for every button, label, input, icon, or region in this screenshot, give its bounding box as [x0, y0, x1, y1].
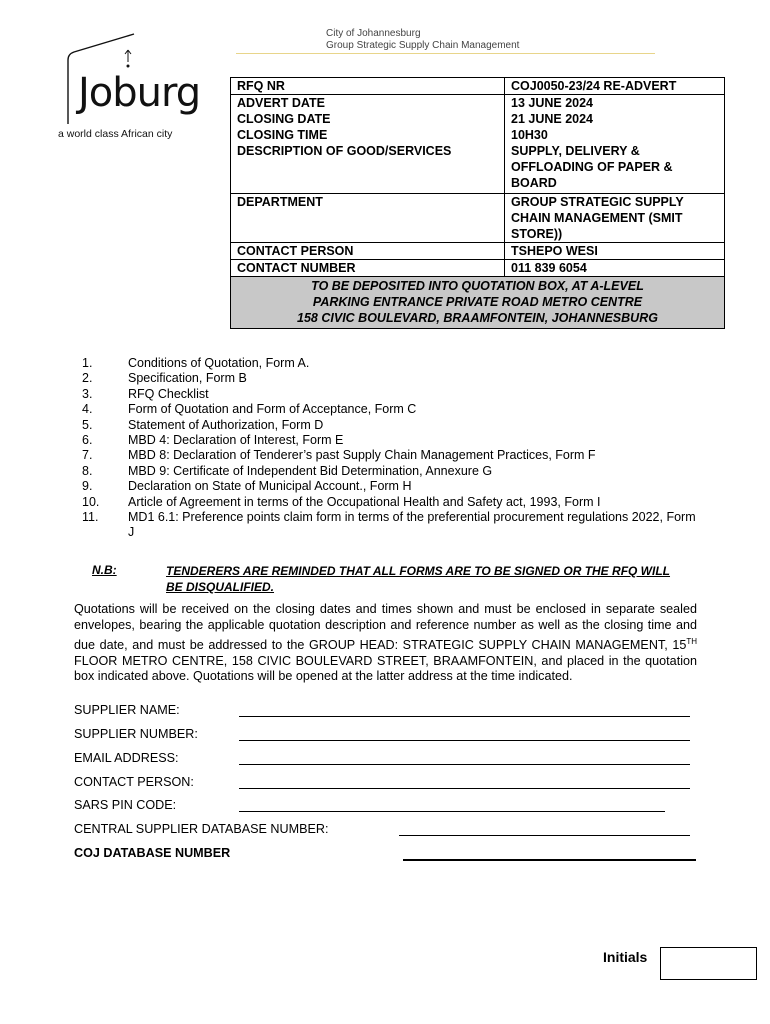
rfq-label: DESCRIPTION OF GOOD/SERVICES	[231, 143, 505, 193]
rfq-value: TSHEPO WESI	[511, 244, 598, 258]
rfq-label: ADVERT DATE	[231, 95, 505, 111]
list-number: 8.	[82, 463, 93, 478]
list-text: Form of Quotation and Form of Acceptance, Form C	[128, 402, 417, 417]
csd-number-field[interactable]	[399, 835, 690, 836]
list-item	[82, 371, 702, 386]
rfq-label: RFQ NR	[231, 78, 505, 94]
coj-db-number-label: COJ DATABASE NUMBER	[74, 846, 231, 860]
header-city: City of Johannesburg	[326, 28, 421, 39]
rfq-value: GROUP STRATEGIC SUPPLY CHAIN MANAGEMENT (SMIT STORE))	[511, 195, 684, 241]
list-number: 4.	[82, 402, 93, 417]
para-part: FLOOR METRO CENTRE, 158 CIVIC BOULEVARD STREET, BRAAMFONTEIN, and placed in the quotation box indicated above. Quotations will be opened at the latter address at the time indicated.	[74, 653, 697, 684]
rfq-value: 10H30	[511, 128, 548, 142]
coj-db-number-field[interactable]	[403, 859, 696, 861]
sars-pin-label: SARS PIN CODE:	[74, 798, 177, 812]
rfq-label: DEPARTMENT	[231, 194, 505, 242]
submission-instructions	[74, 602, 697, 685]
contact-person-field[interactable]	[239, 788, 690, 789]
rfq-row-advert-date	[231, 94, 724, 111]
list-number: 3.	[82, 386, 93, 401]
para-part: Quotations will be received on the closing dates and times shown and must be enclosed in separate sealed envelopes, bearing the applicable quotation description and reference number as well as the closing time and due date, and must be addressed to the GROUP HEAD: STRATEGIC SUPPLY CHAIN MANAGEMENT, 15	[74, 602, 697, 652]
list-text: MBD 8: Declaration of Tenderer’s past Supply Chain Management Practices, Form F	[128, 448, 596, 463]
list-item	[82, 356, 702, 371]
supplier-name-field[interactable]	[239, 716, 690, 717]
list-item	[82, 495, 702, 510]
list-text: MD1 6.1: Preference points claim form in terms of the preferential procurement regulations 2022, Form J	[128, 510, 696, 540]
deposit-line: PARKING ENTRANCE PRIVATE ROAD METRO CENTRE	[312, 295, 643, 309]
rfq-value: 21 JUNE 2024	[511, 112, 594, 126]
rfq-row-department	[231, 193, 724, 242]
list-number: 5.	[82, 417, 93, 432]
list-text: Article of Agreement in terms of the Occupational Health and Safety act, 1993, Form I	[128, 494, 601, 509]
header-department: Group Strategic Supply Chain Management	[326, 40, 520, 51]
list-number: 1.	[82, 356, 93, 370]
list-number: 2.	[82, 371, 93, 386]
rfq-label: CONTACT NUMBER	[231, 260, 505, 276]
list-text: MBD 4: Declaration of Interest, Form E	[128, 433, 344, 448]
initials-label: Initials	[603, 949, 648, 965]
rfq-value: 13 JUNE 2024	[511, 96, 594, 110]
list-item	[82, 433, 702, 448]
list-text: Specification, Form B	[128, 371, 247, 386]
rfq-row-contact-person	[231, 242, 724, 259]
list-item	[82, 448, 702, 463]
list-number: 6.	[82, 433, 93, 448]
list-text: MBD 9: Certificate of Independent Bid Determination, Annexure G	[128, 463, 493, 478]
supplier-number-field[interactable]	[239, 740, 690, 741]
supplier-name-label: SUPPLIER NAME:	[74, 703, 180, 717]
logo-tagline: a world class African city	[58, 128, 173, 140]
list-text: RFQ Checklist	[128, 386, 209, 401]
csd-number-label: CENTRAL SUPPLIER DATABASE NUMBER:	[74, 822, 329, 836]
deposit-instructions	[231, 276, 724, 328]
rfq-value: COJ0050-23/24 RE-ADVERT	[511, 79, 677, 93]
list-number: 11.	[82, 510, 99, 525]
list-item	[82, 510, 702, 541]
rfq-row-number	[231, 78, 724, 94]
list-item	[82, 418, 702, 433]
nb-warning: TENDERERS ARE REMINDED THAT ALL FORMS ARE TO BE SIGNED OR THE RFQ WILL BE DISQUALIFIED.	[166, 564, 671, 594]
initials-box[interactable]	[660, 947, 757, 980]
joburg-logo	[58, 28, 201, 140]
list-text: Declaration on State of Municipal Account., Form H	[128, 479, 412, 494]
list-item	[82, 402, 702, 417]
header-rule	[236, 53, 655, 54]
list-text: Statement of Authorization, Form D	[128, 417, 324, 432]
list-item	[82, 479, 702, 494]
rfq-label: CLOSING TIME	[231, 127, 505, 143]
forms-list	[82, 356, 702, 541]
list-item	[82, 464, 702, 479]
rfq-label: CLOSING DATE	[231, 111, 505, 127]
list-number: 9.	[82, 479, 93, 494]
rfq-value: 011 839 6054	[511, 261, 587, 275]
email-field[interactable]	[239, 764, 690, 765]
deposit-line: 158 CIVIC BOULEVARD, BRAAMFONTEIN, JOHANNESBURG	[297, 311, 658, 325]
rfq-label: CONTACT PERSON	[231, 243, 505, 259]
list-number: 7.	[82, 448, 93, 463]
para-superscript: TH	[686, 636, 697, 646]
list-item	[82, 387, 702, 402]
email-label: EMAIL ADDRESS:	[74, 751, 179, 765]
rfq-table	[230, 77, 725, 329]
rfq-row-closing-date	[231, 111, 724, 127]
nb-label: N.B:	[92, 563, 117, 577]
logo-wordmark: Joburg	[78, 70, 201, 116]
list-number: 10.	[82, 494, 100, 509]
rfq-row-description	[231, 143, 724, 193]
supplier-number-label: SUPPLIER NUMBER:	[74, 727, 198, 741]
list-text: Conditions of Quotation, Form A.	[128, 356, 310, 370]
sars-pin-field[interactable]	[239, 811, 665, 812]
deposit-line: TO BE DEPOSITED INTO QUOTATION BOX, AT A-LEVEL	[311, 279, 644, 293]
rfq-row-closing-time	[231, 127, 724, 143]
rfq-row-contact-number	[231, 259, 724, 276]
contact-person-label: CONTACT PERSON:	[74, 775, 194, 789]
rfq-value: SUPPLY, DELIVERY & OFFLOADING OF PAPER & BOARD	[511, 144, 673, 190]
